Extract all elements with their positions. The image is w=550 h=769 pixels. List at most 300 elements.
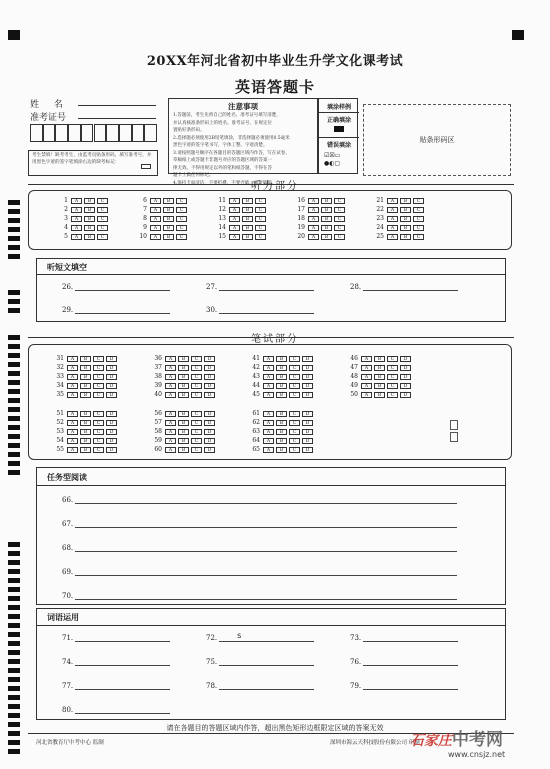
answer-bubble-a[interactable]: A [263,356,274,362]
answer-bubble-c[interactable]: C [289,365,300,371]
answer-bubble-d[interactable]: D [204,429,215,435]
answer-bubble-d[interactable]: D [204,392,215,398]
vocab-answer-line[interactable] [75,682,170,690]
question-number: 10 [139,233,147,240]
question-row [150,382,217,390]
exam-id-field[interactable] [78,118,156,119]
answer-bubble-d[interactable]: D [204,411,215,417]
answer-bubble-b[interactable]: B [276,365,287,371]
answer-bubble-b[interactable]: B [400,234,411,240]
absence-instruction: 考生禁填！缺考考生，由监考员贴条形码，填写准考号，并用黑色字迹的签字笔填涂右边的缺考标记： [32,153,152,165]
answer-bubble-c[interactable]: C [289,392,300,398]
answer-bubble-a[interactable]: A [361,356,372,362]
question-row [248,428,315,436]
answer-bubble-c[interactable]: C [413,207,424,213]
answer-bubble-c[interactable]: C [387,383,398,389]
vocab-answer-line[interactable] [75,658,170,666]
cross-sample-icon: ☒ [329,152,335,159]
answer-bubble-b[interactable]: B [321,198,332,204]
absence-mark-box[interactable] [141,164,151,169]
answer-bubble-d[interactable]: D [302,356,313,362]
answer-bubble-d[interactable]: D [302,365,313,371]
answer-bubble-d[interactable]: D [106,447,117,453]
check-sample-icon: ☑ [324,152,330,159]
exam-id-digit-box[interactable] [132,124,145,142]
answer-bubble-c[interactable]: C [97,198,108,204]
answer-bubble-b[interactable]: B [178,383,189,389]
answer-bubble-d[interactable]: D [302,392,313,398]
answer-bubble-d[interactable]: D [302,411,313,417]
answer-bubble-a[interactable]: A [67,411,78,417]
answer-bubble-b[interactable]: B [178,365,189,371]
answer-bubble-a[interactable]: A [229,225,240,231]
answer-bubble-a[interactable]: A [150,198,161,204]
answer-bubble-c[interactable]: C [97,234,108,240]
vocab-answer-line[interactable] [219,658,314,666]
answer-bubble-a[interactable]: A [263,429,274,435]
wrong-fill-label: 错误填涂 [326,142,351,149]
answer-bubble-c[interactable]: C [191,429,202,435]
answer-bubble-c[interactable]: C [93,356,104,362]
answer-bubble-a[interactable]: A [71,225,82,231]
answer-bubble-d[interactable]: D [106,411,117,417]
answer-bubble-c[interactable]: C [176,216,187,222]
timing-mark [8,254,20,259]
answer-bubble-c[interactable]: C [191,383,202,389]
vocab-answer-line[interactable] [75,706,170,714]
answer-bubble-c[interactable]: C [93,438,104,444]
question-row [248,373,315,381]
answer-bubble-b[interactable]: B [84,234,95,240]
answer-bubble-a[interactable]: A [150,225,161,231]
answer-bubble-a[interactable]: A [361,383,372,389]
answer-bubble-b[interactable]: B [276,447,287,453]
answer-bubble-c[interactable]: C [289,438,300,444]
answer-bubble-b[interactable]: B [163,225,174,231]
answer-bubble-a[interactable]: A [71,216,82,222]
timing-mark [8,290,20,295]
answer-bubble-c[interactable]: C [255,225,266,231]
answer-bubble-b[interactable]: B [276,429,287,435]
answer-bubble-c[interactable]: C [191,447,202,453]
answer-bubble-c[interactable]: C [97,216,108,222]
question-number: 38 [154,373,162,380]
answer-bubble-d[interactable]: D [302,438,313,444]
answer-bubble-a[interactable]: A [67,383,78,389]
timing-mark [8,650,20,655]
answer-bubble-b[interactable]: B [374,356,385,362]
answer-bubble-d[interactable]: D [400,383,411,389]
answer-bubble-a[interactable]: A [165,392,176,398]
answer-bubble-d[interactable]: D [204,356,215,362]
question-row [293,197,347,205]
vocab-answer-line[interactable] [219,631,314,642]
reading-answer-line[interactable] [75,520,457,528]
answer-bubble-b[interactable]: B [374,374,385,380]
answer-bubble-c[interactable]: C [413,198,424,204]
exam-id-label: 准考证号 [30,113,67,123]
answer-bubble-d[interactable]: D [302,374,313,380]
reading-answer-line[interactable] [75,496,457,504]
answer-bubble-c[interactable]: C [413,216,424,222]
answer-bubble-a[interactable]: A [150,234,161,240]
question-row [52,364,119,372]
exam-id-digit-box[interactable] [30,124,43,142]
answer-bubble-a[interactable]: A [165,365,176,371]
answer-bubble-c[interactable]: C [255,216,266,222]
answer-bubble-c[interactable]: C [334,234,345,240]
answer-bubble-a[interactable]: A [263,447,274,453]
dot-sample-icon: ● [324,160,330,167]
answer-bubble-b[interactable]: B [163,234,174,240]
answer-bubble-a[interactable]: A [67,365,78,371]
reading-answer-line[interactable] [75,592,457,600]
question-row [293,215,347,223]
answer-bubble-b[interactable]: B [178,438,189,444]
notice-line: 律无效。不得用规定以外的笔和纸答题，不得在答 [173,165,272,171]
answer-bubble-b[interactable]: B [80,411,91,417]
question-number: 62 [252,419,260,426]
answer-bubble-b[interactable]: B [321,216,332,222]
answer-bubble-b[interactable]: B [178,411,189,417]
answer-bubble-b[interactable]: B [276,420,287,426]
exam-id-digit-box[interactable] [106,124,119,142]
answer-bubble-d[interactable]: D [400,374,411,380]
answer-bubble-c[interactable]: C [255,234,266,240]
answer-bubble-c[interactable]: C [191,392,202,398]
answer-bubble-b[interactable]: B [178,447,189,453]
answer-bubble-a[interactable]: A [67,374,78,380]
answer-bubble-a[interactable]: A [263,374,274,380]
answer-bubble-b[interactable]: B [321,234,332,240]
answer-bubble-d[interactable]: D [106,392,117,398]
answer-bubble-c[interactable]: C [176,225,187,231]
answer-bubble-a[interactable]: A [71,198,82,204]
answer-bubble-b[interactable]: B [84,207,95,213]
exam-id-digit-box[interactable] [55,124,68,142]
answer-bubble-c[interactable]: C [413,225,424,231]
answer-bubble-d[interactable]: D [106,374,117,380]
vocab-question-number: 73. [350,634,362,642]
footer-right-credit: 深圳市海云天科技股份有限公司 印制 [330,740,420,746]
answer-bubble-d[interactable]: D [106,438,117,444]
answer-bubble-b[interactable]: B [80,356,91,362]
reading-answer-line[interactable] [75,568,457,576]
fill-blank-line[interactable] [219,283,314,291]
answer-bubble-a[interactable]: A [67,392,78,398]
timing-mark [8,416,20,421]
answer-bubble-a[interactable]: A [263,411,274,417]
fill-blank-line[interactable] [219,306,314,314]
answer-bubble-d[interactable]: D [204,420,215,426]
reading-answer-line[interactable] [75,544,457,552]
answer-bubble-d[interactable]: D [302,447,313,453]
answer-bubble-b[interactable]: B [80,420,91,426]
question-number: 12 [218,206,226,213]
answer-bubble-c[interactable]: C [93,392,104,398]
answer-bubble-b[interactable]: B [80,374,91,380]
vocab-answer-row [62,682,170,690]
answer-bubble-d[interactable]: D [106,420,117,426]
vocab-answer-row [206,682,314,690]
notice-line: 并认真核准条形码上的姓名、准考证号，在规定位 [173,120,272,126]
vocab-answer-line[interactable] [363,682,458,690]
answer-bubble-b[interactable]: B [276,438,287,444]
answer-bubble-d[interactable]: D [302,383,313,389]
question-row [372,233,426,241]
answer-bubble-a[interactable]: A [165,420,176,426]
answer-bubble-b[interactable]: B [242,207,253,213]
answer-bubble-c[interactable]: C [176,234,187,240]
answer-bubble-c[interactable]: C [413,234,424,240]
answer-bubble-b[interactable]: B [321,225,332,231]
answer-bubble-d[interactable]: D [204,438,215,444]
timing-mark [8,209,20,214]
answer-bubble-a[interactable]: A [263,438,274,444]
answer-bubble-b[interactable]: B [400,207,411,213]
answer-bubble-b[interactable]: B [84,225,95,231]
question-row [135,233,189,241]
answer-bubble-a[interactable]: A [229,216,240,222]
answer-bubble-d[interactable]: D [106,383,117,389]
fill-blank-line[interactable] [363,283,458,291]
answer-bubble-a[interactable]: A [165,374,176,380]
answer-bubble-a[interactable]: A [165,356,176,362]
answer-bubble-b[interactable]: B [276,374,287,380]
answer-bubble-b[interactable]: B [276,356,287,362]
question-row [52,373,119,381]
answer-bubble-d[interactable]: D [400,365,411,371]
answer-bubble-b[interactable]: B [374,392,385,398]
question-number: 54 [56,437,64,444]
question-number: 22 [376,206,384,213]
answer-bubble-b[interactable]: B [178,392,189,398]
answer-bubble-d[interactable]: D [302,420,313,426]
vocab-answer-line[interactable] [363,634,458,642]
answer-bubble-c[interactable]: C [191,411,202,417]
side-marker [450,432,458,442]
answer-bubble-b[interactable]: B [80,429,91,435]
answer-bubble-c[interactable]: C [93,383,104,389]
answer-bubble-b[interactable]: B [242,234,253,240]
notice-line: 1.答题前，考生先将自己的姓名、准考证号填写清楚， [173,113,281,118]
exam-id-digit-box[interactable] [119,124,132,142]
answer-bubble-c[interactable]: C [93,420,104,426]
timing-mark [8,227,20,232]
answer-bubble-a[interactable]: A [229,198,240,204]
answer-bubble-b[interactable]: B [84,216,95,222]
watermark-url: www.cnsjz.net [448,750,506,759]
answer-bubble-b[interactable]: B [276,392,287,398]
answer-bubble-b[interactable]: B [374,365,385,371]
answer-bubble-a[interactable]: A [67,356,78,362]
question-number: 43 [252,373,260,380]
answer-bubble-c[interactable]: C [93,374,104,380]
answer-bubble-a[interactable]: A [165,447,176,453]
answer-bubble-a[interactable]: A [67,447,78,453]
handwritten-answer: s [237,631,242,640]
answer-bubble-c[interactable]: C [255,207,266,213]
answer-bubble-c[interactable]: C [191,356,202,362]
answer-bubble-a[interactable]: A [71,207,82,213]
fill-blank-row [62,306,170,314]
notice-line: 2.选择题必须使用2B铅笔填涂，非选择题必须使用0.5毫米 [173,135,290,141]
answer-bubble-a[interactable]: A [361,392,372,398]
answer-bubble-b[interactable]: B [400,198,411,204]
name-field[interactable] [78,105,156,106]
answer-bubble-c[interactable]: C [176,198,187,204]
exam-id-digit-box[interactable] [43,124,56,142]
answer-bubble-b[interactable]: B [80,447,91,453]
answer-bubble-a[interactable]: A [67,429,78,435]
answer-bubble-c[interactable]: C [97,207,108,213]
question-row [372,197,426,205]
answer-bubble-b[interactable]: B [80,438,91,444]
answer-bubble-a[interactable]: A [361,374,372,380]
answer-bubble-b[interactable]: B [242,225,253,231]
answer-bubble-c[interactable]: C [255,198,266,204]
answer-bubble-a[interactable]: A [308,216,319,222]
answer-bubble-d[interactable]: D [204,447,215,453]
answer-bubble-c[interactable]: C [93,411,104,417]
exam-id-digit-box[interactable] [81,124,94,142]
answer-bubble-c[interactable]: C [387,392,398,398]
vocab-answer-line[interactable] [219,682,314,690]
timing-mark [8,641,20,646]
answer-bubble-d[interactable]: D [302,429,313,435]
exam-id-digit-box[interactable] [94,124,107,142]
answer-bubble-b[interactable]: B [242,216,253,222]
vocab-answer-line[interactable] [363,658,458,666]
answer-bubble-a[interactable]: A [263,365,274,371]
answer-bubble-a[interactable]: A [150,207,161,213]
fill-blank-line[interactable] [75,306,170,314]
answer-bubble-a[interactable]: A [229,207,240,213]
answer-bubble-b[interactable]: B [242,198,253,204]
answer-bubble-a[interactable]: A [387,198,398,204]
answer-bubble-a[interactable]: A [67,438,78,444]
answer-bubble-c[interactable]: C [97,225,108,231]
answer-bubble-c[interactable]: C [289,447,300,453]
answer-bubble-d[interactable]: D [204,365,215,371]
question-number: 14 [218,224,226,231]
answer-bubble-a[interactable]: A [387,225,398,231]
answer-bubble-c[interactable]: C [93,429,104,435]
question-row [150,419,217,427]
answer-bubble-a[interactable]: A [387,234,398,240]
answer-bubble-a[interactable]: A [308,198,319,204]
answer-bubble-c[interactable]: C [191,374,202,380]
answer-bubble-a[interactable]: A [263,392,274,398]
timing-mark [8,605,20,610]
exam-id-digit-box[interactable] [144,124,157,142]
exam-id-digit-box[interactable] [68,124,81,142]
answer-bubble-b[interactable]: B [84,198,95,204]
question-row [372,224,426,232]
wrong-fill-samples [324,152,356,168]
answer-bubble-b[interactable]: B [178,429,189,435]
answer-bubble-c[interactable]: C [387,365,398,371]
fill-blank-line[interactable] [75,283,170,291]
answer-bubble-c[interactable]: C [93,365,104,371]
answer-bubble-b[interactable]: B [178,374,189,380]
answer-bubble-c[interactable]: C [191,438,202,444]
answer-bubble-d[interactable]: D [106,365,117,371]
answer-bubble-c[interactable]: C [387,374,398,380]
answer-bubble-c[interactable]: C [334,198,345,204]
answer-bubble-a[interactable]: A [308,207,319,213]
answer-bubble-a[interactable]: A [165,438,176,444]
answer-bubble-b[interactable]: B [80,392,91,398]
answer-bubble-c[interactable]: C [289,383,300,389]
vocab-answer-line[interactable] [75,634,170,642]
answer-bubble-c[interactable]: C [191,365,202,371]
question-row [52,382,119,390]
answer-bubble-b[interactable]: B [80,365,91,371]
answer-bubble-b[interactable]: B [321,207,332,213]
answer-bubble-b[interactable]: B [400,225,411,231]
answer-bubble-a[interactable]: A [308,234,319,240]
answer-bubble-c[interactable]: C [334,207,345,213]
answer-bubble-d[interactable]: D [204,374,215,380]
answer-bubble-d[interactable]: D [204,383,215,389]
answer-bubble-a[interactable]: A [263,383,274,389]
answer-bubble-a[interactable]: A [387,216,398,222]
answer-bubble-a[interactable]: A [165,429,176,435]
answer-bubble-c[interactable]: C [191,420,202,426]
answer-bubble-b[interactable]: B [400,216,411,222]
answer-bubble-a[interactable]: A [150,216,161,222]
answer-bubble-b[interactable]: B [374,383,385,389]
answer-bubble-b[interactable]: B [163,216,174,222]
answer-bubble-c[interactable]: C [289,374,300,380]
answer-bubble-a[interactable]: A [71,234,82,240]
timing-mark [8,218,20,223]
answer-bubble-b[interactable]: B [276,383,287,389]
question-number: 4 [64,224,68,231]
answer-bubble-b[interactable]: B [163,207,174,213]
answer-bubble-a[interactable]: A [165,411,176,417]
answer-bubble-a[interactable]: A [263,420,274,426]
answer-bubble-a[interactable]: A [67,420,78,426]
answer-bubble-a[interactable]: A [387,207,398,213]
answer-bubble-c[interactable]: C [93,447,104,453]
answer-bubble-a[interactable]: A [165,383,176,389]
answer-bubble-d[interactable]: D [400,392,411,398]
question-row [372,215,426,223]
answer-bubble-c[interactable]: C [334,216,345,222]
answer-bubble-a[interactable]: A [229,234,240,240]
answer-bubble-b[interactable]: B [80,383,91,389]
answer-bubble-a[interactable]: A [308,225,319,231]
answer-bubble-c[interactable]: C [387,356,398,362]
question-number: 47 [350,364,358,371]
answer-bubble-c[interactable]: C [289,356,300,362]
answer-bubble-d[interactable]: D [106,429,117,435]
answer-bubble-c[interactable]: C [289,429,300,435]
answer-bubble-b[interactable]: B [178,420,189,426]
answer-bubble-b[interactable]: B [178,356,189,362]
answer-bubble-d[interactable]: D [106,356,117,362]
answer-bubble-c[interactable]: C [289,420,300,426]
answer-bubble-c[interactable]: C [334,225,345,231]
answer-bubble-c[interactable]: C [289,411,300,417]
answer-bubble-b[interactable]: B [163,198,174,204]
answer-bubble-c[interactable]: C [176,207,187,213]
answer-bubble-a[interactable]: A [361,365,372,371]
answer-bubble-d[interactable]: D [400,356,411,362]
answer-bubble-b[interactable]: B [276,411,287,417]
